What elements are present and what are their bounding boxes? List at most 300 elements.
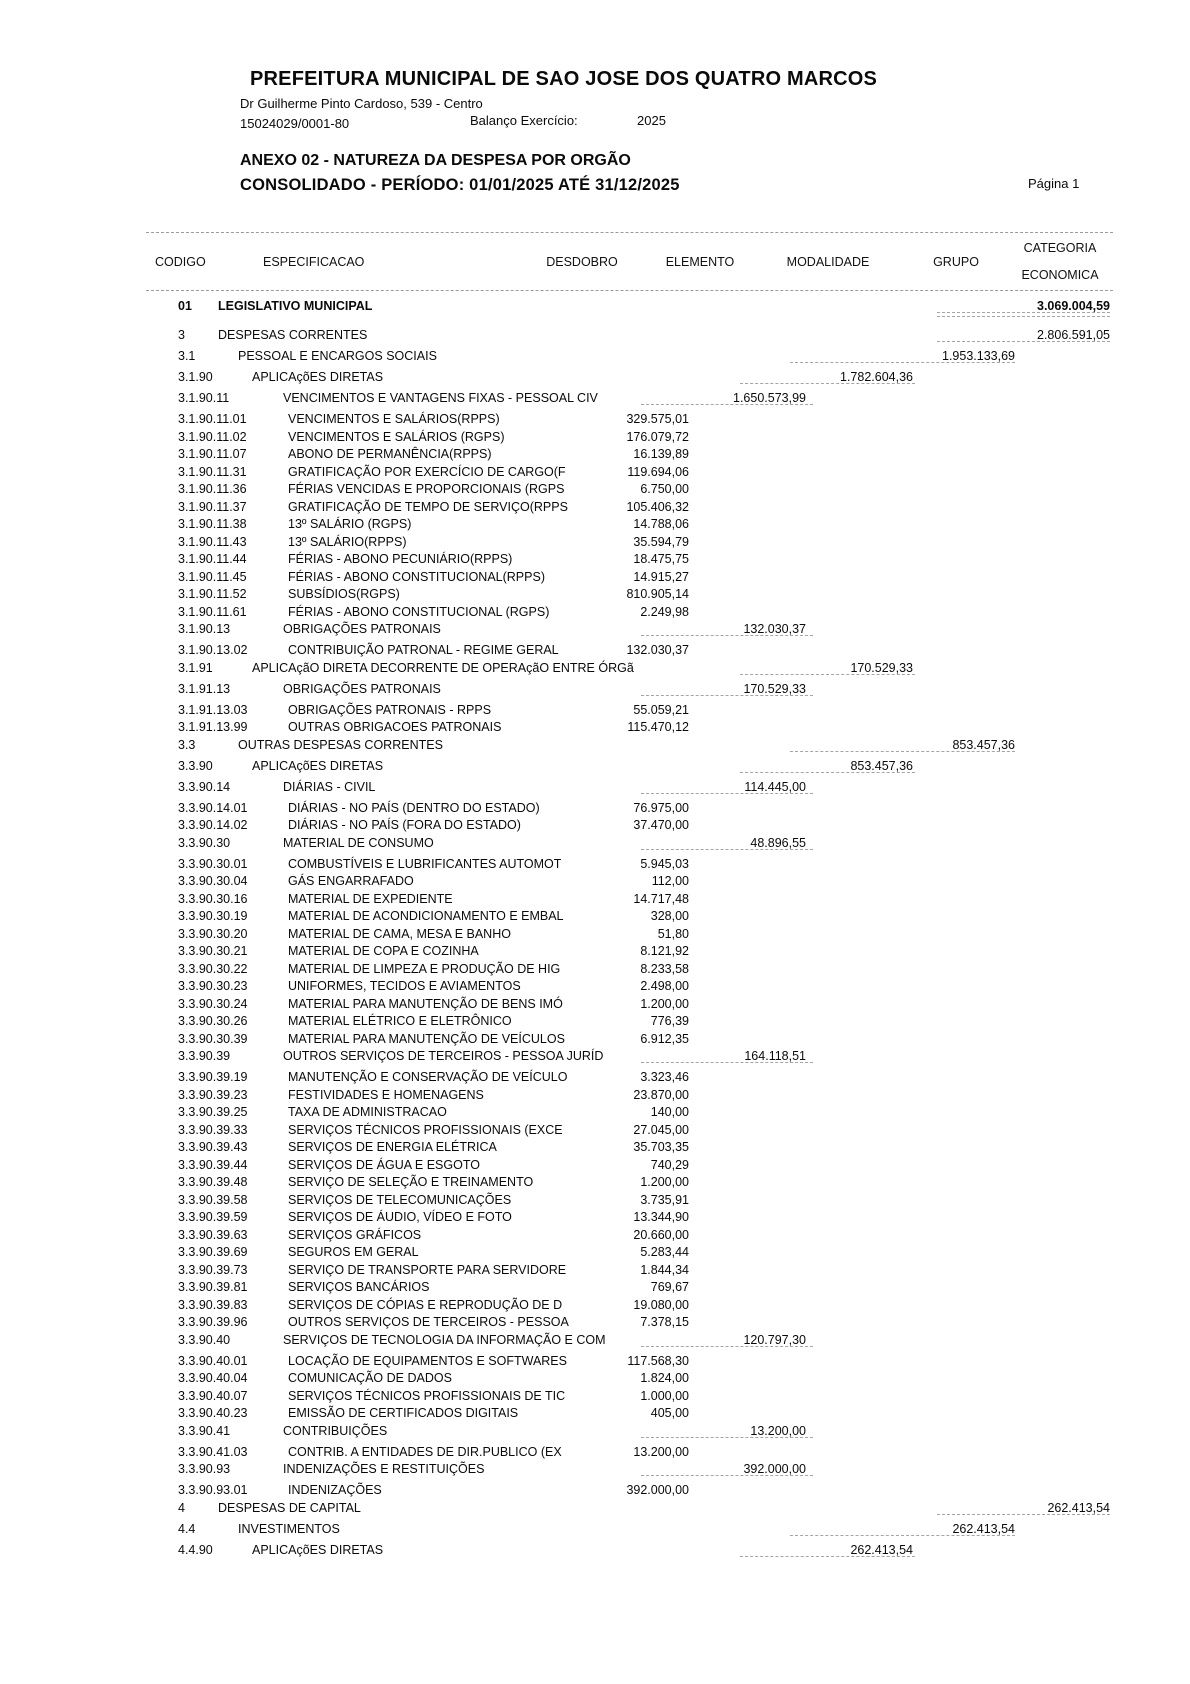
row-specification: GÁS ENGARRAFADO [288, 874, 414, 888]
row-specification: ABONO DE PERMANÊNCIA(RPPS) [288, 447, 492, 461]
row-code: 4 [178, 1500, 185, 1515]
row-value: 262.413,54 [850, 1542, 913, 1557]
row-specification: SERVIÇOS DE ÁGUA E ESGOTO [288, 1157, 480, 1172]
table-row [0, 961, 1190, 977]
row-code: 3.3.90.14.01 [178, 800, 248, 815]
value-underline [790, 362, 1015, 363]
table-row [0, 446, 1190, 462]
org-address: Dr Guilherme Pinto Cardoso, 539 - Centro [240, 96, 483, 111]
row-code: 3.1.90.11.07 [178, 447, 247, 461]
row-specification: SERVIÇOS TÉCNICOS PROFISSIONAIS DE TIC [288, 1388, 566, 1403]
row-specification: GRATIFICAÇÃO POR EXERCÍCIO DE CARGO(F [288, 464, 566, 479]
table-row [0, 702, 1190, 718]
row-specification: MATERIAL DE LIMPEZA E PRODUÇÃO DE HIG [288, 961, 561, 976]
table-row [0, 926, 1190, 942]
column-header-categoria-line2: ECONOMICA [1021, 268, 1099, 282]
row-code: 3.1.90 [178, 370, 213, 384]
table-row [0, 1388, 1190, 1404]
row-code: 3.3.90.30.19 [178, 909, 248, 923]
value-underline [937, 312, 1110, 317]
column-header-grupo: GRUPO [933, 255, 979, 269]
row-specification: FÉRIAS VENCIDAS E PROPORCIONAIS (RGPS [288, 482, 565, 496]
row-code: 3.3.90.40.23 [178, 1406, 248, 1420]
table-row [0, 1104, 1190, 1120]
row-value: 13.200,00 [633, 1444, 689, 1459]
row-value: 23.870,00 [633, 1087, 689, 1102]
row-code: 3.1.90.11.52 [178, 587, 247, 601]
row-specification: DIÁRIAS - NO PAÍS (DENTRO DO ESTADO) [288, 800, 540, 815]
row-specification: CONTRIBUIÇÃO PATRONAL - REGIME GERAL [288, 643, 559, 657]
balance-exercise-label: Balanço Exercício: [470, 113, 578, 128]
row-specification: MATERIAL DE CONSUMO [283, 835, 434, 850]
table-row [0, 534, 1190, 550]
row-specification: APLICAçãO DIRETA DECORRENTE DE OPERAçãO ENTRE ÓRGã [252, 660, 634, 675]
row-code: 3.3.90.39.96 [178, 1315, 248, 1329]
table-row [0, 1069, 1190, 1085]
table-row [0, 604, 1190, 620]
row-specification: INDENIZAÇÕES [288, 1483, 382, 1497]
row-specification: SERVIÇOS DE ENERGIA ELÉTRICA [288, 1140, 497, 1154]
row-code: 3.3.90.30.01 [178, 856, 248, 871]
org-name: PREFEITURA MUNICIPAL DE SAO JOSE DOS QUATRO MARCOS [250, 68, 878, 90]
row-value: 405,00 [650, 1406, 689, 1420]
row-specification: DESPESAS DE CAPITAL [218, 1500, 361, 1515]
row-specification: VENCIMENTOS E VANTAGENS FIXAS - PESSOAL CIV [283, 391, 598, 405]
table-row [0, 996, 1190, 1012]
row-specification: SERVIÇOS DE CÓPIAS E REPRODUÇÃO DE D [288, 1297, 563, 1312]
table-row [0, 390, 1190, 406]
table-row [0, 908, 1190, 924]
row-value: 1.650.573,99 [733, 391, 806, 405]
row-specification: CONTRIBUIÇÕES [283, 1423, 388, 1438]
row-code: 3.3.90.41.03 [178, 1444, 248, 1459]
row-specification: MATERIAL DE COPA E COZINHA [288, 944, 479, 958]
row-value: 2.806.591,05 [1037, 328, 1110, 342]
row-specification: FÉRIAS - ABONO CONSTITUCIONAL(RPPS) [288, 569, 545, 584]
row-code: 3.3.90.30.26 [178, 1014, 248, 1028]
row-specification: SERVIÇO DE TRANSPORTE PARA SERVIDORE [288, 1262, 567, 1277]
value-underline [937, 1514, 1110, 1515]
row-specification: SUBSÍDIOS(RGPS) [288, 587, 400, 601]
row-value: 37.470,00 [633, 818, 689, 832]
row-code: 3.3.90.93.01 [178, 1483, 248, 1497]
row-value: 1.200,00 [640, 1175, 689, 1189]
row-value: 740,29 [650, 1157, 689, 1172]
table-row [0, 642, 1190, 658]
row-value: 132.030,37 [743, 622, 806, 636]
row-value: 8.233,58 [640, 961, 689, 976]
row-specification: GRATIFICAÇÃO DE TEMPO DE SERVIÇO(RPPS [288, 499, 568, 514]
report-subtitle: CONSOLIDADO - PERÍODO: 01/01/2025 ATÉ 31/12/2025 [240, 176, 680, 194]
table-row [0, 1482, 1190, 1498]
row-specification: CONTRIB. A ENTIDADES DE DIR.PUBLICO (EX [288, 1444, 562, 1459]
row-code: 3.3.90.39.81 [178, 1280, 248, 1294]
row-specification: OBRIGAÇÕES PATRONAIS [283, 681, 441, 696]
row-specification: APLICAçõES DIRETAS [252, 1542, 384, 1557]
table-row [0, 1279, 1190, 1295]
row-value: 262.413,54 [1047, 1500, 1110, 1515]
row-specification: SEGUROS EM GERAL [288, 1245, 419, 1259]
row-value: 392.000,00 [626, 1483, 689, 1497]
row-value: 3.735,91 [640, 1192, 689, 1207]
row-code: 3.3.90.30.20 [178, 926, 248, 941]
table-row [0, 758, 1190, 774]
row-code: 3.3.90.93 [178, 1462, 231, 1476]
row-specification: COMUNICAÇÃO DE DADOS [288, 1371, 452, 1385]
row-specification: 13º SALÁRIO (RGPS) [288, 517, 412, 531]
row-value: 329.575,01 [626, 412, 689, 426]
table-row [0, 481, 1190, 497]
row-code: 3.3.90.39.44 [178, 1157, 248, 1172]
row-code: 3.3.90.39.43 [178, 1140, 248, 1154]
row-code: 3.3.90.30.04 [178, 874, 248, 888]
row-value: 5.945,03 [640, 856, 689, 871]
row-specification: MATERIAL DE CAMA, MESA E BANHO [288, 926, 511, 941]
row-value: 132.030,37 [626, 643, 689, 657]
row-code: 3.1.90.13 [178, 622, 231, 636]
row-code: 3.3.90.14.02 [178, 818, 248, 832]
row-value: 2.249,98 [640, 604, 689, 619]
row-value: 18.475,75 [633, 552, 689, 566]
column-header-elemento: ELEMENTO [665, 255, 735, 269]
row-value: 1.953.133,69 [942, 349, 1015, 363]
table-row [0, 873, 1190, 889]
row-value: 14.717,48 [633, 891, 689, 906]
row-specification: SERVIÇOS DE ÁUDIO, VÍDEO E FOTO [288, 1210, 512, 1224]
row-code: 3.1.91 [178, 660, 213, 675]
row-code: 3.3.90.30.22 [178, 961, 248, 976]
row-value: 115.470,12 [627, 720, 689, 734]
value-underline [790, 751, 1015, 752]
row-specification: OUTROS SERVIÇOS DE TERCEIROS - PESSOA [288, 1315, 569, 1329]
table-row [0, 1370, 1190, 1386]
row-code: 3.3.90.30.24 [178, 996, 248, 1011]
column-header-categoria-line1: CATEGORIA [1023, 241, 1097, 255]
row-specification: SERVIÇOS DE TECNOLOGIA DA INFORMAÇÃO E COM [283, 1332, 606, 1347]
row-value: 105.406,32 [626, 499, 689, 514]
row-specification: SERVIÇOS DE TELECOMUNICAÇÕES [288, 1192, 512, 1207]
table-row [0, 499, 1190, 515]
row-code: 3.3.90.39.73 [178, 1262, 248, 1277]
table-row [0, 1423, 1190, 1439]
row-value: 1.000,00 [640, 1388, 689, 1403]
row-value: 164.118,51 [744, 1049, 806, 1063]
org-id: 15024029/0001-80 [240, 116, 350, 131]
row-value: 810.905,14 [626, 587, 689, 601]
page-number: Página 1 [1028, 176, 1080, 191]
row-code: 3.3.90.30.39 [178, 1031, 248, 1046]
value-underline [937, 341, 1110, 342]
row-value: 35.594,79 [633, 534, 689, 549]
table-row [0, 1122, 1190, 1138]
table-row [0, 719, 1190, 735]
table-row [0, 429, 1190, 445]
row-value: 5.283,44 [640, 1245, 689, 1259]
row-value: 8.121,92 [640, 944, 689, 958]
row-code: 3.3.90.30.21 [178, 944, 248, 958]
column-header-modalidade: MODALIDADE [786, 255, 870, 269]
table-row [0, 835, 1190, 851]
row-code: 3.1.90.11.38 [178, 517, 247, 531]
table-row [0, 1087, 1190, 1103]
table-row [0, 1013, 1190, 1029]
table-row [0, 817, 1190, 833]
table-row [0, 569, 1190, 585]
row-code: 3.3.90.39.83 [178, 1297, 248, 1312]
value-underline [740, 772, 915, 773]
row-value: 328,00 [650, 909, 689, 923]
row-code: 3.3.90.39.33 [178, 1122, 248, 1137]
row-value: 19.080,00 [633, 1297, 689, 1312]
row-specification: LOCAÇÃO DE EQUIPAMENTOS E SOFTWARES [288, 1353, 567, 1368]
row-code: 3.1.90.11.61 [178, 604, 247, 619]
row-specification: SERVIÇOS BANCÁRIOS [288, 1280, 430, 1294]
row-specification: VENCIMENTOS E SALÁRIOS (RGPS) [288, 429, 505, 444]
table-row [0, 411, 1190, 427]
row-specification: MATERIAL ELÉTRICO E ELETRÔNICO [288, 1014, 512, 1028]
table-row [0, 551, 1190, 567]
row-specification: FÉRIAS - ABONO CONSTITUCIONAL (RGPS) [288, 604, 550, 619]
report-title: ANEXO 02 - NATUREZA DA DESPESA POR ORGÃO [240, 152, 631, 169]
row-value: 853.457,36 [850, 758, 913, 773]
row-value: 55.059,21 [633, 702, 689, 717]
row-code: 4.4.90 [178, 1542, 213, 1557]
row-value: 13.344,90 [633, 1210, 689, 1224]
row-value: 27.045,00 [633, 1122, 689, 1137]
row-value: 1.200,00 [640, 996, 689, 1011]
value-underline [641, 404, 813, 405]
table-row [0, 1192, 1190, 1208]
value-underline [641, 1437, 813, 1438]
value-underline [790, 1535, 1015, 1536]
row-code: 3.3.90.39.19 [178, 1070, 248, 1084]
column-header-codigo: CODIGO [155, 255, 206, 269]
row-value: 119.694,06 [627, 464, 689, 479]
table-row [0, 1227, 1190, 1243]
row-value: 2.498,00 [640, 979, 689, 993]
row-value: 3.069.004,59 [1037, 299, 1110, 313]
row-value: 170.529,33 [850, 660, 913, 675]
row-specification: DESPESAS CORRENTES [218, 328, 368, 342]
row-code: 3.3.90.40.01 [178, 1353, 248, 1368]
row-specification: OBRIGAÇÕES PATRONAIS - RPPS [288, 702, 492, 717]
row-specification: APLICAçõES DIRETAS [252, 758, 384, 773]
row-value: 853.457,36 [952, 737, 1015, 752]
row-value: 1.782.604,36 [840, 370, 913, 384]
table-row [0, 1262, 1190, 1278]
row-specification: 13º SALÁRIO(RPPS) [288, 534, 407, 549]
table-row [0, 1139, 1190, 1155]
value-underline [740, 674, 915, 675]
table-row [0, 1297, 1190, 1313]
row-specification: OUTRAS OBRIGACOES PATRONAIS [288, 720, 502, 734]
table-row [0, 891, 1190, 907]
value-underline [740, 383, 915, 384]
row-code: 3.1.90.11.45 [178, 569, 247, 584]
value-underline [641, 1062, 813, 1063]
table-row [0, 1353, 1190, 1369]
table-row [0, 586, 1190, 602]
table-row [0, 943, 1190, 959]
table-row [0, 516, 1190, 532]
row-code: 3.3.90.30.23 [178, 979, 248, 993]
column-header-especificacao: ESPECIFICACAO [263, 255, 365, 269]
row-specification: PESSOAL E ENCARGOS SOCIAIS [238, 349, 437, 363]
table-row [0, 464, 1190, 480]
row-value: 120.797,30 [743, 1332, 806, 1347]
row-value: 140,00 [650, 1105, 689, 1119]
table-row [0, 369, 1190, 385]
row-code: 3.3.90 [178, 758, 213, 773]
row-code: 3.3.90.39.63 [178, 1227, 248, 1242]
row-value: 14.915,27 [633, 569, 689, 584]
row-value: 1.844,34 [640, 1262, 689, 1277]
table-row [0, 1048, 1190, 1064]
row-value: 13.200,00 [750, 1423, 806, 1438]
row-code: 3.3.90.39 [178, 1049, 231, 1063]
row-specification: OUTROS SERVIÇOS DE TERCEIROS - PESSOA JURÍD [283, 1049, 604, 1063]
row-code: 3.1.91.13 [178, 681, 231, 696]
row-specification: OUTRAS DESPESAS CORRENTES [238, 737, 443, 752]
row-specification: APLICAçõES DIRETAS [252, 370, 384, 384]
row-value: 14.788,06 [633, 517, 689, 531]
row-specification: DIÁRIAS - NO PAÍS (FORA DO ESTADO) [288, 818, 521, 832]
row-code: 3.1.91.13.03 [178, 702, 248, 717]
table-row [0, 800, 1190, 816]
row-code: 3.3.90.40.07 [178, 1388, 248, 1403]
row-code: 3 [178, 328, 185, 342]
row-value: 48.896,55 [750, 835, 806, 850]
row-specification: MATERIAL DE ACONDICIONAMENTO E EMBAL [288, 909, 564, 923]
row-value: 176.079,72 [626, 429, 689, 444]
table-row [0, 1332, 1190, 1348]
row-code: 3.1.90.11.36 [178, 482, 247, 496]
row-value: 392.000,00 [743, 1462, 806, 1476]
table-row [0, 978, 1190, 994]
table-row [0, 621, 1190, 637]
row-code: 3.1.91.13.99 [178, 720, 248, 734]
row-specification: SERVIÇOS TÉCNICOS PROFISSIONAIS (EXCE [288, 1122, 563, 1137]
value-underline [740, 1556, 915, 1557]
table-row [0, 779, 1190, 795]
row-code: 3.3.90.30 [178, 835, 231, 850]
table-row [0, 1461, 1190, 1477]
table-row [0, 1314, 1190, 1330]
row-code: 3.1.90.13.02 [178, 643, 248, 657]
row-code: 3.1.90.11.44 [178, 552, 247, 566]
row-specification: SERVIÇO DE SELEÇÃO E TREINAMENTO [288, 1175, 534, 1189]
row-code: 3.3.90.39.48 [178, 1175, 248, 1189]
balance-exercise-year: 2025 [637, 113, 666, 128]
table-row [0, 660, 1190, 676]
row-value: 1.824,00 [640, 1371, 689, 1385]
row-value: 6.750,00 [640, 482, 689, 496]
table-row [0, 1174, 1190, 1190]
row-specification: FESTIVIDADES E HOMENAGENS [288, 1087, 484, 1102]
value-underline [641, 1346, 813, 1347]
row-value: 7.378,15 [640, 1315, 689, 1329]
value-underline [641, 695, 813, 696]
table-row [0, 1542, 1190, 1558]
table-row [0, 856, 1190, 872]
row-value: 51,80 [657, 926, 689, 941]
row-specification: DIÁRIAS - CIVIL [283, 779, 376, 794]
row-code: 3.3.90.40.04 [178, 1371, 248, 1385]
row-value: 112,00 [651, 874, 689, 888]
row-code: 3.3.90.40 [178, 1332, 231, 1347]
row-specification: EMISSÃO DE CERTIFICADOS DIGITAIS [288, 1406, 519, 1420]
row-value: 35.703,35 [633, 1140, 689, 1154]
row-code: 3.3.90.14 [178, 779, 231, 794]
row-code: 3.1.90.11.31 [178, 464, 247, 479]
row-specification: MATERIAL DE EXPEDIENTE [288, 891, 453, 906]
table-row [0, 1244, 1190, 1260]
row-specification: TAXA DE ADMINISTRACAO [288, 1105, 447, 1119]
row-value: 6.912,35 [640, 1031, 689, 1046]
row-value: 114.445,00 [744, 779, 806, 794]
row-value: 769,67 [650, 1280, 689, 1294]
table-row [0, 1405, 1190, 1421]
row-specification: MATERIAL PARA MANUTENÇÃO DE BENS IMÓ [288, 996, 563, 1011]
row-value: 76.975,00 [633, 800, 689, 815]
row-code: 3.3.90.39.25 [178, 1105, 248, 1119]
row-specification: MANUTENÇÃO E CONSERVAÇÃO DE VEÍCULO [288, 1070, 568, 1084]
row-code: 3.1 [178, 349, 196, 363]
row-code: 3.1.90.11.43 [178, 534, 247, 549]
row-code: 3.3.90.39.59 [178, 1210, 248, 1224]
row-value: 20.660,00 [633, 1227, 689, 1242]
row-code: 3.3.90.39.69 [178, 1245, 248, 1259]
row-specification: SERVIÇOS GRÁFICOS [288, 1227, 422, 1242]
table-row [0, 1031, 1190, 1047]
row-specification: INVESTIMENTOS [238, 1521, 340, 1536]
row-code: 3.1.90.11 [178, 391, 230, 405]
row-code: 3.1.90.11.37 [178, 499, 247, 514]
table-row [0, 1209, 1190, 1225]
row-code: 01 [178, 299, 192, 313]
value-underline [641, 793, 813, 794]
row-code: 3.1.90.11.02 [178, 429, 247, 444]
row-value: 117.568,30 [627, 1353, 689, 1368]
row-specification: LEGISLATIVO MUNICIPAL [218, 299, 373, 313]
row-value: 776,39 [650, 1014, 689, 1028]
value-underline [641, 635, 813, 636]
row-value: 262.413,54 [952, 1521, 1015, 1536]
table-row [0, 1444, 1190, 1460]
row-specification: UNIFORMES, TECIDOS E AVIAMENTOS [288, 979, 521, 993]
column-header-desdobro: DESDOBRO [546, 255, 618, 269]
row-code: 3.3 [178, 737, 196, 752]
value-underline [641, 849, 813, 850]
row-specification: INDENIZAÇÕES E RESTITUIÇÕES [283, 1462, 485, 1476]
row-value: 3.323,46 [640, 1070, 689, 1084]
row-specification: VENCIMENTOS E SALÁRIOS(RPPS) [288, 412, 500, 426]
row-code: 3.3.90.39.23 [178, 1087, 248, 1102]
row-code: 3.3.90.30.16 [178, 891, 248, 906]
row-specification: MATERIAL PARA MANUTENÇÃO DE VEÍCULOS [288, 1031, 565, 1046]
row-code: 3.3.90.39.58 [178, 1192, 248, 1207]
value-underline [641, 1475, 813, 1476]
row-value: 170.529,33 [743, 681, 806, 696]
row-code: 3.3.90.41 [178, 1423, 231, 1438]
row-code: 3.1.90.11.01 [178, 412, 247, 426]
row-specification: OBRIGAÇÕES PATRONAIS [283, 622, 441, 636]
row-specification: COMBUSTÍVEIS E LUBRIFICANTES AUTOMOT [288, 856, 562, 871]
row-code: 4.4 [178, 1521, 196, 1536]
table-row [0, 1157, 1190, 1173]
row-specification: FÉRIAS - ABONO PECUNIÁRIO(RPPS) [288, 552, 513, 566]
row-value: 16.139,89 [633, 447, 689, 461]
